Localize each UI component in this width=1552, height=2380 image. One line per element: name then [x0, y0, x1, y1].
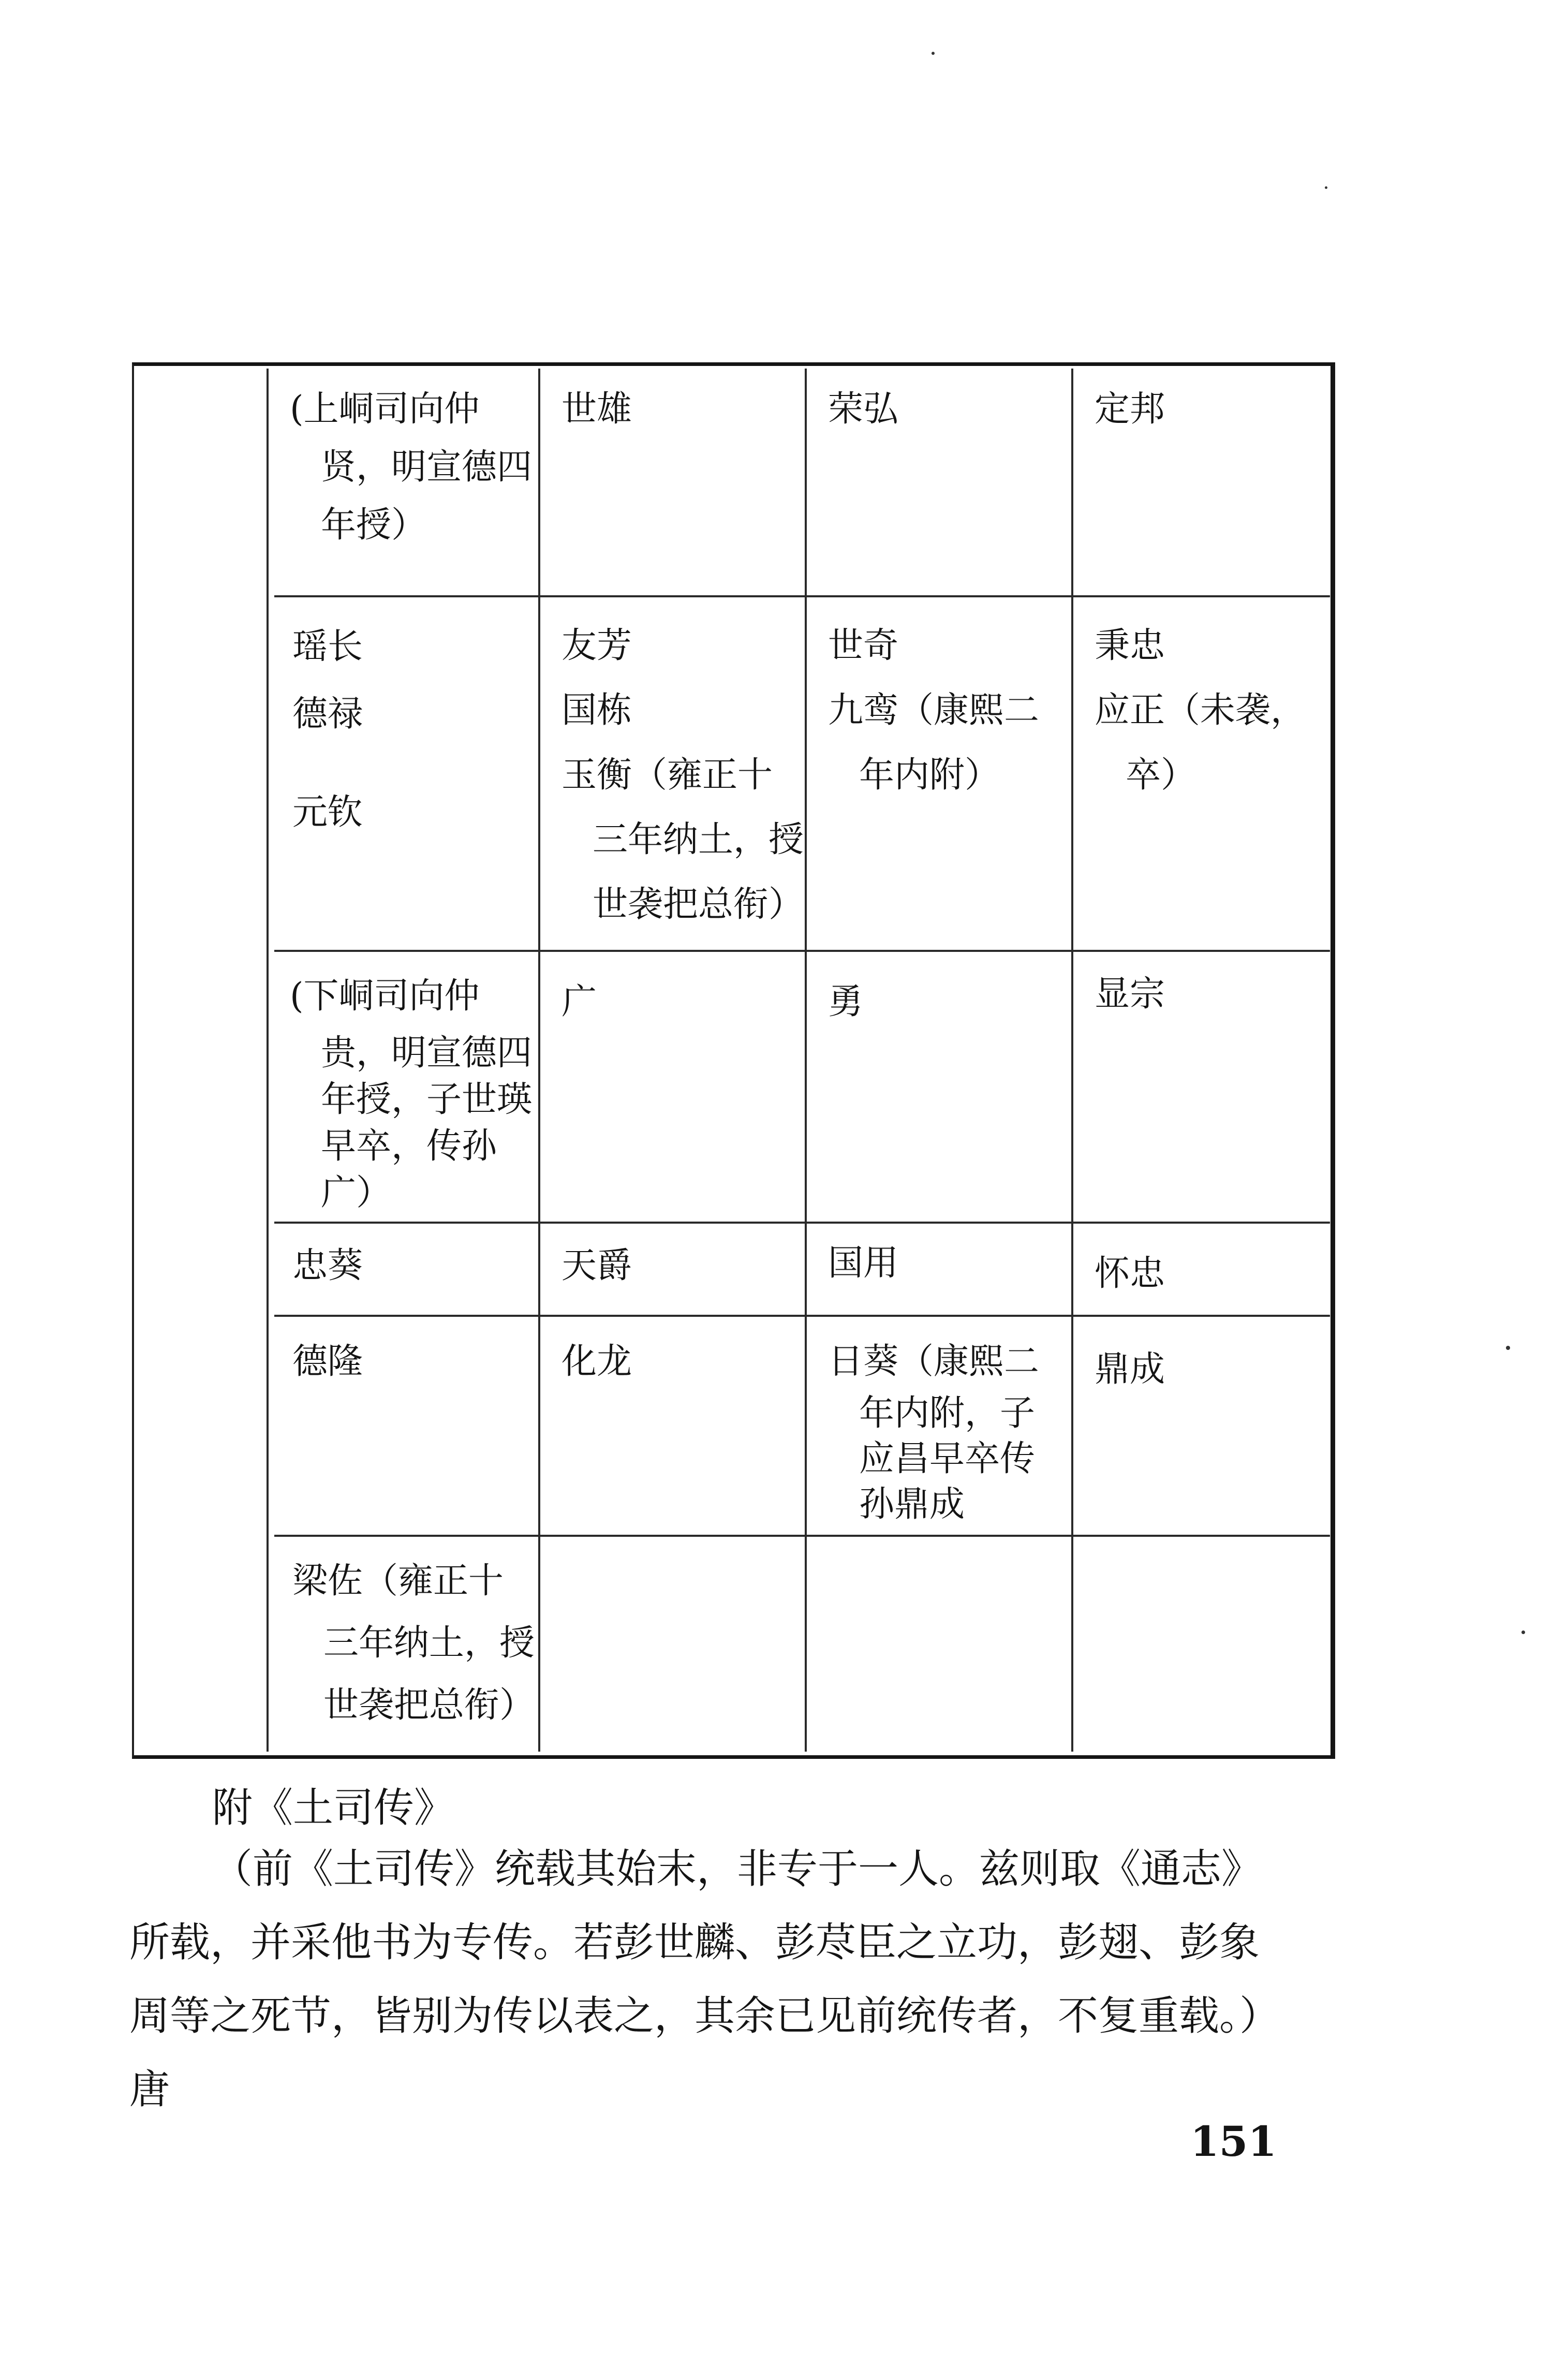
row-divider: [274, 950, 1330, 952]
cell-line: 世袭把总衔）: [593, 884, 804, 925]
cell-line: 三年纳土，授: [323, 1623, 535, 1664]
table-cell: [290, 973, 532, 1216]
scan-speck: [932, 52, 935, 55]
cell-line: 显宗: [1095, 974, 1165, 1015]
paragraph-line: 所载，并采他书为专传。若彭世麟、彭荩臣之立功，彭翅、彭象: [129, 1919, 1260, 1966]
cell-line: 年内附，子: [859, 1393, 1036, 1434]
table-cell: [828, 613, 1039, 807]
column-divider: [267, 369, 269, 1752]
cell-line: [292, 748, 363, 779]
column-divider: [805, 369, 807, 1752]
table-cell: [561, 613, 804, 937]
paragraph-line: 周等之死节，皆别为传以表之，其余已见前统传者，不复重载。）: [129, 1993, 1280, 2039]
cell-line: (下峒司向仲: [290, 976, 480, 1017]
cell-line: 国用: [828, 1243, 899, 1284]
table-cell: [1095, 1341, 1165, 1399]
table-cell: [561, 1237, 632, 1295]
cell-line: 应正（未袭，: [1095, 690, 1306, 731]
row-divider: [274, 1535, 1330, 1537]
cell-line: 勇: [828, 981, 864, 1022]
appendix-heading: 附《土司传》: [212, 1785, 455, 1831]
table-cell: [292, 613, 363, 846]
table-cell: [290, 380, 532, 554]
cell-line: (上峒司向仲: [290, 389, 480, 430]
cell-line: 怀忠: [1095, 1253, 1165, 1294]
column-divider: [538, 369, 540, 1752]
scan-speck: [1521, 1630, 1525, 1634]
cell-line: 天爵: [561, 1245, 632, 1286]
cell-line: 忠葵: [292, 1245, 363, 1286]
cell-line: 世袭把总衔）: [323, 1685, 535, 1726]
table-cell: [828, 380, 898, 438]
cell-line: 秉忠: [1095, 625, 1165, 666]
cell-line: 元钦: [292, 792, 363, 833]
paragraph-line: 唐: [129, 2066, 170, 2113]
cell-line: 化龙: [561, 1341, 632, 1382]
cell-line: 年授，子世瑛: [321, 1079, 533, 1120]
cell-line: 德隆: [292, 1341, 363, 1382]
table-cell: [828, 973, 863, 1031]
table-cell: [1095, 1245, 1165, 1303]
cell-line: 世奇: [828, 625, 899, 666]
cell-line: 荣弘: [828, 389, 899, 430]
cell-line: 梁佐（雍正十: [292, 1561, 504, 1602]
appendix-paragraph: [129, 1832, 1346, 2126]
cell-line: 贵，明宣德四: [321, 1033, 533, 1074]
cell-line: 定邦: [1095, 389, 1165, 430]
table-cell: [292, 1333, 363, 1391]
row-divider: [274, 595, 1330, 597]
cell-line: 卒）: [1126, 755, 1196, 796]
column-divider: [1071, 369, 1073, 1752]
cell-line: 九鸾（康熙二: [828, 690, 1040, 731]
cell-line: 瑶长: [292, 626, 363, 667]
table-cell: [561, 380, 632, 438]
table-cell: [561, 1333, 632, 1391]
cell-line: 友芳: [561, 625, 632, 666]
cell-line: 年内附）: [859, 755, 1000, 796]
cell-line: 玉衡（雍正十: [561, 755, 773, 796]
row-divider: [274, 1315, 1330, 1317]
table-cell: [561, 973, 597, 1031]
table-cell: [292, 1237, 363, 1295]
table-cell: [1095, 380, 1165, 438]
cell-line: 日葵（康熙二: [828, 1341, 1040, 1382]
scan-speck: [1325, 186, 1327, 189]
row-divider: [274, 1222, 1330, 1224]
cell-line: 广: [561, 981, 597, 1022]
cell-line: 三年纳土，授: [593, 819, 804, 860]
cell-line: 德禄: [292, 694, 363, 734]
table-cell: [828, 1235, 898, 1292]
cell-line: 孙鼎成: [859, 1484, 965, 1525]
page-number: 151: [1190, 2117, 1277, 2166]
table-cell: [1095, 965, 1165, 1023]
table-cell: [828, 1333, 1039, 1527]
cell-line: 年授）: [321, 505, 427, 546]
cell-line: 鼎成: [1095, 1349, 1165, 1390]
cell-line: 国栋: [561, 690, 632, 731]
cell-line: 早卒，传孙: [321, 1126, 497, 1167]
table-cell: [1095, 613, 1306, 807]
table-cell: [292, 1550, 535, 1737]
scan-speck: [1506, 1346, 1510, 1350]
cell-line: 世雄: [561, 389, 632, 430]
cell-line: 应昌早卒传: [859, 1438, 1036, 1479]
cell-line: 广）: [321, 1172, 392, 1213]
paragraph-line: （前《土司传》统载其始末，非专于一人。兹则取《通志》: [212, 1846, 1262, 1892]
cell-line: 贤，明宣德四: [321, 447, 533, 488]
